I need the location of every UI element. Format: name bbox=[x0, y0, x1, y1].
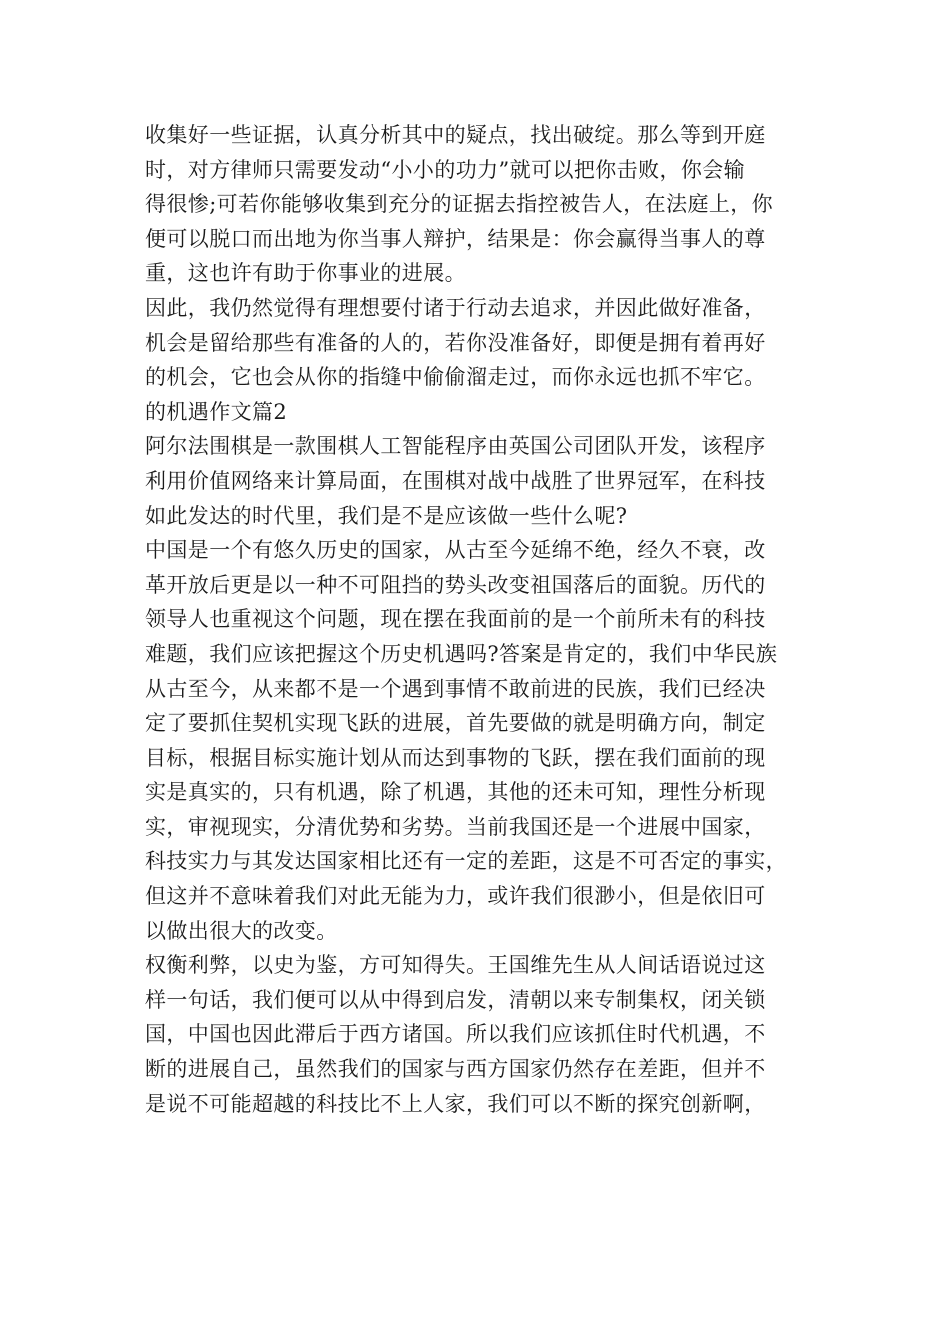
text-line: 收集好一些证据，认真分析其中的疑点，找出破绽。那么等到开庭 bbox=[145, 123, 766, 147]
text-line: 定了要抓住契机实现飞跃的进展，首先要做的就是明确方向，制定 bbox=[145, 711, 766, 736]
text-line: 因此，我仍然觉得有理想要付诸于行动去追求，并因此做好准备， bbox=[145, 295, 766, 320]
text-line: 以做出很大的改变。 bbox=[145, 918, 338, 943]
text-line: 科技实力与其发达国家相比还有一定的差距，这是不可否定的事实， bbox=[145, 849, 787, 874]
text-line: 革开放后更是以一种不可阻挡的势头改变祖国落后的面貌。历代的 bbox=[145, 572, 766, 597]
text-line: 的机会，它也会从你的指缝中偷偷溜走过，而你永远也抓不牢它。 bbox=[145, 365, 766, 390]
text-line: 机会是留给那些有准备的人的，若你没准备好，即便是拥有着再好 bbox=[145, 330, 766, 355]
text-line: 重，这也许有助于你事业的进展。 bbox=[145, 261, 466, 286]
text-line: 断的进展自己，虽然我们的国家与西方国家仍然存在差距，但并不 bbox=[145, 1057, 766, 1082]
text-line: 便可以脱口而出地为你当事人辩护，结果是：你会赢得当事人的尊 bbox=[145, 226, 766, 251]
document-body bbox=[145, 118, 815, 1121]
text-line: 如此发达的时代里，我们是不是应该做一些什么呢? bbox=[145, 503, 628, 528]
text-line: 权衡利弊，以史为鉴，方可知得失。王国维先生从人间话语说过这 bbox=[145, 953, 766, 978]
text-line: 但这并不意味着我们对此无能为力，或许我们很渺小，但是依旧可 bbox=[145, 884, 766, 909]
text-line: 时，对方律师只需要发动“小小的功力”就可以把你击败，你会输 bbox=[145, 157, 746, 182]
text-line: 领导人也重视这个问题，现在摆在我面前的是一个前所未有的科技 bbox=[145, 607, 766, 632]
section-heading: 的机遇作文篇2 bbox=[145, 399, 288, 424]
text-line: 得很惨;可若你能够收集到充分的证据去指控被告人，在法庭上，你 bbox=[145, 192, 774, 217]
text-line: 难题，我们应该把握这个历史机遇吗?答案是肯定的，我们中华民族 bbox=[145, 641, 778, 666]
text-line: 是说不可能超越的科技比不上人家，我们可以不断的探究创新啊， bbox=[145, 1091, 766, 1116]
text-line: 实是真实的，只有机遇，除了机遇，其他的还未可知，理性分析现 bbox=[145, 780, 766, 805]
text-line: 利用价值网络来计算局面，在围棋对战中战胜了世界冠军，在科技 bbox=[145, 468, 766, 493]
text-line: 从古至今，从来都不是一个遇到事情不敢前进的民族，我们已经决 bbox=[145, 676, 766, 701]
text-line: 国，中国也因此滞后于西方诸国。所以我们应该抓住时代机遇，不 bbox=[145, 1022, 766, 1047]
text-line: 实，审视现实，分清优势和劣势。当前我国还是一个进展中国家， bbox=[145, 814, 766, 839]
text-line: 阿尔法围棋是一款围棋人工智能程序由英国公司团队开发，该程序 bbox=[145, 434, 766, 459]
text-line: 样一句话，我们便可以从中得到启发，清朝以来专制集权，闭关锁 bbox=[145, 987, 766, 1012]
text-line: 中国是一个有悠久历史的国家，从古至今延绵不绝，经久不衰，改 bbox=[145, 538, 766, 563]
text-line: 目标，根据目标实施计划从而达到事物的飞跃，摆在我们面前的现 bbox=[145, 745, 766, 770]
